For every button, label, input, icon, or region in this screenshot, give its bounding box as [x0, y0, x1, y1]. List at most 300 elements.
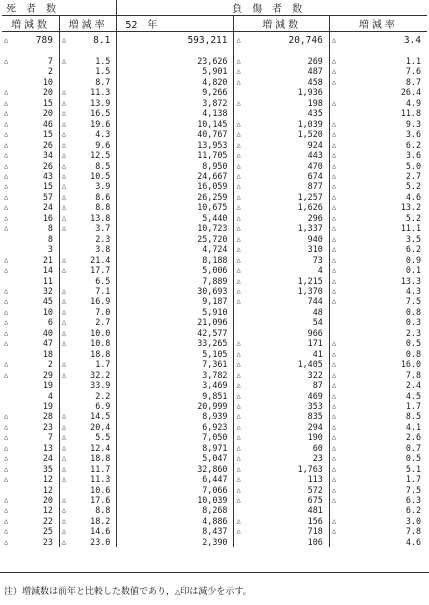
decrease-mark: △ [236, 475, 241, 484]
decrease-mark: △ [236, 234, 241, 243]
deaths-rate-cell: 19.6 [71, 119, 117, 129]
injured-group-title: 負傷者数 [232, 4, 313, 15]
decrease-mark: △ [236, 349, 241, 358]
deaths-rate-cell: 10.6 [71, 485, 117, 495]
decrease-mark [59, 276, 70, 286]
decrease-mark [59, 380, 70, 390]
decrease-mark: △ [331, 119, 337, 128]
deaths-change-cell: 23 [13, 422, 59, 432]
decrease-mark [59, 244, 70, 254]
decrease-mark: △ [331, 381, 337, 390]
decrease-mark: △ [331, 77, 337, 86]
table-row [2, 171, 427, 181]
decrease-mark: △ [236, 412, 241, 421]
decrease-mark [59, 391, 70, 401]
deaths-rate-cell: 18.8 [71, 453, 117, 463]
injured-year-cell: 7,050 [117, 432, 234, 442]
deaths-change-cell: 28 [13, 411, 59, 421]
decrease-mark [2, 234, 13, 244]
table-row [2, 223, 427, 233]
injured-change-cell: 269 [245, 56, 329, 66]
decrease-mark: △ [4, 98, 9, 107]
decrease-mark: △ [331, 454, 337, 463]
injured-year-cell: 5,047 [117, 453, 234, 463]
deaths-change-cell: 15 [13, 98, 59, 108]
header-row-columns [2, 16, 427, 32]
decrease-mark: △ [236, 496, 241, 505]
injured-year-cell: 7,066 [117, 485, 234, 495]
deaths-change-cell: 8 [13, 223, 59, 233]
decrease-mark: △ [4, 286, 9, 295]
injured-change-cell: 54 [245, 317, 329, 327]
injured-year-cell: 10,145 [117, 119, 234, 129]
injured-change-cell: 1,763 [245, 464, 329, 474]
decrease-mark: △ [236, 224, 241, 233]
deaths-group-title: 死者数 [2, 0, 117, 16]
injured-rate-cell: 6.3 [405, 495, 421, 506]
deaths-change-cell: 10 [13, 77, 59, 87]
deaths-rate-cell: 11.3 [71, 87, 117, 97]
injured-rate-cell: 8.5 [405, 411, 421, 422]
decrease-mark: △ [4, 171, 9, 180]
decrease-mark: △ [61, 328, 67, 337]
decrease-mark: △ [61, 527, 67, 536]
decrease-mark: △ [61, 297, 67, 306]
decrease-mark: △ [331, 496, 337, 505]
decrease-mark [59, 401, 70, 411]
deaths-change-cell: 25 [13, 526, 59, 536]
header-row-group [2, 0, 427, 16]
decrease-mark: △ [61, 360, 67, 369]
injured-rate-cell: 0.7 [405, 442, 421, 453]
decrease-mark: △ [4, 464, 9, 473]
injured-year-cell: 30,693 [117, 286, 234, 296]
deaths-change-cell: 12 [13, 485, 59, 495]
decrease-mark: △ [4, 255, 9, 264]
decrease-mark [234, 108, 245, 118]
injured-change-cell: 674 [245, 171, 329, 181]
decrease-mark: △ [236, 276, 241, 285]
decrease-mark: △ [61, 537, 67, 546]
decrease-mark: △ [4, 360, 9, 369]
decrease-mark: △ [236, 516, 241, 525]
deaths-rate-cell: 7.1 [71, 286, 117, 296]
table-row [2, 56, 427, 66]
decrease-mark: △ [4, 475, 9, 484]
deaths-rate-cell: 17.6 [71, 495, 117, 505]
injured-change-cell: 310 [245, 244, 329, 254]
decrease-mark: △ [236, 464, 241, 473]
injured-change-cell: 296 [245, 213, 329, 223]
decrease-mark: △ [4, 266, 9, 275]
decrease-mark: △ [61, 266, 67, 275]
decrease-mark: △ [4, 213, 9, 222]
decrease-mark: △ [331, 130, 337, 139]
deaths-rate-cell: 18.8 [71, 349, 117, 359]
deaths-change-cell: 45 [13, 296, 59, 306]
decrease-mark [59, 349, 70, 359]
decrease-mark: △ [331, 391, 337, 400]
decrease-mark: △ [331, 276, 337, 285]
deaths-rate-cell: 1.7 [71, 359, 117, 369]
decrease-mark: △ [61, 443, 67, 452]
injured-rate-cell: 3.5 [405, 233, 421, 244]
decrease-mark: △ [61, 307, 67, 316]
decrease-mark [59, 234, 70, 244]
total-deaths-rate: 8.1 [71, 32, 117, 49]
col-injured-change: 増減数 [234, 16, 329, 32]
table-row [2, 129, 427, 139]
decrease-mark: △ [331, 516, 337, 525]
injured-rate-cell: 3.0 [405, 515, 421, 526]
deaths-change-cell: 26 [13, 140, 59, 150]
injured-rate-cell: 4.9 [405, 97, 421, 108]
injured-rate-cell: 9.3 [405, 118, 421, 129]
injured-year-cell: 24,667 [117, 171, 234, 181]
deaths-change-cell: 34 [13, 150, 59, 160]
injured-rate-cell: 7.8 [405, 369, 421, 380]
table-row [2, 255, 427, 265]
injured-year-cell: 9,187 [117, 296, 234, 306]
injured-year-cell: 4,724 [117, 244, 234, 254]
injured-year-cell: 26,259 [117, 192, 234, 202]
table-row [2, 234, 427, 244]
injured-rate-cell: 4.1 [405, 421, 421, 432]
injured-rate-cell: 5.2 [405, 181, 421, 192]
deaths-change-cell: 15 [13, 181, 59, 191]
injured-year-cell: 10,723 [117, 223, 234, 233]
decrease-mark: △ [236, 443, 241, 452]
decrease-mark: △ [4, 328, 9, 337]
deaths-change-cell: 23 [13, 537, 59, 547]
decrease-mark: △ [331, 475, 337, 484]
deaths-rate-cell: 10.8 [71, 338, 117, 348]
decrease-mark: △ [61, 140, 67, 149]
injured-rate-cell: 1.1 [405, 56, 421, 66]
injured-year-cell: 2,390 [117, 537, 234, 547]
table-body [2, 32, 427, 548]
deaths-rate-cell: 14.5 [71, 411, 117, 421]
table-row [2, 328, 427, 338]
deaths-rate-cell: 10.0 [71, 328, 117, 338]
injured-year-cell: 8,950 [117, 161, 234, 171]
decrease-mark [2, 391, 13, 401]
injured-rate-cell: 0.3 [405, 317, 421, 328]
injured-change-cell: 443 [245, 150, 329, 160]
decrease-mark [234, 328, 245, 338]
injured-change-cell: 469 [245, 391, 329, 401]
injured-year-cell: 5,910 [117, 307, 234, 317]
table-row [2, 495, 427, 505]
deaths-rate-cell: 11.7 [71, 464, 117, 474]
injured-rate-cell: 7.6 [405, 66, 421, 77]
decrease-mark: △ [331, 57, 337, 65]
deaths-change-cell: 6 [13, 317, 59, 327]
footnote-prefix: 注）増減数は前年と比較した数値であり， [4, 587, 176, 597]
footnote [0, 572, 429, 597]
decrease-mark: △ [331, 182, 337, 191]
table-row [2, 380, 427, 390]
decrease-mark: △ [61, 475, 67, 484]
decrease-mark: △ [61, 171, 67, 180]
injured-rate-cell: 11.1 [400, 223, 421, 234]
deaths-change-cell: 11 [13, 276, 59, 286]
injured-rate-cell: 4.3 [405, 285, 421, 296]
decrease-mark: △ [331, 464, 337, 473]
decrease-mark: △ [61, 57, 67, 65]
deaths-change-cell: 8 [13, 234, 59, 244]
injured-rate-cell: 3.6 [405, 150, 421, 161]
table-row [2, 150, 427, 160]
table-row [2, 244, 427, 254]
injured-year-cell: 32,860 [117, 464, 234, 474]
deaths-change-cell: 20 [13, 108, 59, 118]
decrease-mark: △ [331, 370, 337, 379]
decrease-mark: △ [236, 192, 241, 201]
table-row [2, 401, 427, 411]
injured-change-cell: 190 [245, 432, 329, 442]
injured-change-cell: 458 [245, 77, 329, 87]
deaths-rate-cell: 8.8 [71, 202, 117, 212]
injured-year-cell: 16,059 [117, 181, 234, 191]
decrease-mark: △ [61, 36, 67, 44]
injured-change-cell: 41 [245, 349, 329, 359]
injured-rate-cell: 3.6 [405, 129, 421, 140]
deaths-rate-cell: 20.4 [71, 422, 117, 432]
deaths-rate-cell: 3.7 [71, 223, 117, 233]
decrease-mark: △ [61, 109, 67, 118]
deaths-rate-cell: 6.9 [71, 401, 117, 411]
table-row [2, 505, 427, 515]
injured-year-cell: 7,361 [117, 359, 234, 369]
decrease-mark: △ [236, 245, 241, 254]
injured-change-cell: 572 [245, 485, 329, 495]
injured-year-cell: 4,886 [117, 516, 234, 526]
decrease-mark [59, 77, 70, 87]
decrease-mark: △ [4, 203, 9, 212]
injured-change-cell: 940 [245, 234, 329, 244]
injured-change-cell: 156 [245, 516, 329, 526]
decrease-mark: △ [61, 433, 67, 442]
table-row [2, 391, 427, 401]
deaths-change-cell: 32 [13, 286, 59, 296]
decrease-mark [59, 485, 70, 495]
injured-year-cell: 3,782 [117, 370, 234, 380]
deaths-change-cell: 12 [13, 474, 59, 484]
deaths-rate-cell: 6.5 [71, 276, 117, 286]
decrease-mark: △ [4, 151, 9, 160]
deaths-rate-cell: 9.6 [71, 140, 117, 150]
deaths-change-cell: 4 [13, 391, 59, 401]
deaths-change-cell: 19 [13, 380, 59, 390]
decrease-mark: △ [236, 422, 241, 431]
decrease-mark: △ [4, 422, 9, 431]
decrease-mark: △ [236, 297, 241, 306]
decrease-mark: △ [331, 151, 337, 160]
total-injured-change: 20,746 [245, 32, 329, 49]
decrease-mark: △ [4, 318, 9, 327]
injured-rate-cell: 2.6 [405, 432, 421, 443]
injured-year-cell: 40,767 [117, 129, 234, 139]
decrease-mark: △ [331, 339, 337, 348]
injured-year-cell: 9,266 [117, 87, 234, 97]
decrease-mark: △ [331, 98, 337, 107]
decrease-mark: △ [61, 255, 67, 264]
deaths-rate-cell: 13.9 [71, 98, 117, 108]
decrease-mark: △ [61, 286, 67, 295]
decrease-mark: △ [236, 454, 241, 463]
decrease-mark: △ [331, 443, 337, 452]
traffic-casualty-table [2, 0, 427, 547]
injured-year-cell: 25,720 [117, 234, 234, 244]
injured-rate-cell: 0.9 [405, 254, 421, 265]
injured-change-cell: 171 [245, 338, 329, 348]
decrease-mark: △ [61, 119, 67, 128]
deaths-rate-cell: 32.2 [71, 370, 117, 380]
injured-change-cell: 1,257 [245, 192, 329, 202]
col-deaths-change: 増減数 [2, 16, 59, 32]
decrease-mark: △ [331, 245, 337, 254]
decrease-mark: △ [236, 381, 241, 390]
deaths-change-cell: 21 [13, 255, 59, 265]
table-row [2, 119, 427, 129]
decrease-mark: △ [4, 454, 9, 463]
decrease-mark: △ [236, 360, 241, 369]
injured-change-cell: 481 [245, 505, 329, 515]
injured-year-cell: 4,138 [117, 108, 234, 118]
injured-change-cell: 435 [245, 108, 329, 118]
table-row [2, 474, 427, 484]
deaths-change-cell: 18 [13, 349, 59, 359]
injured-change-cell: 924 [245, 140, 329, 150]
deaths-change-cell: 13 [13, 443, 59, 453]
total-injured-rate: 3.4 [403, 34, 421, 46]
injured-change-cell: 966 [245, 328, 329, 338]
table-row [2, 453, 427, 463]
injured-year-cell: 5,901 [117, 66, 234, 76]
decrease-mark: △ [61, 454, 67, 463]
deaths-rate-cell: 16.9 [71, 296, 117, 306]
decrease-mark [234, 317, 245, 327]
injured-change-cell: 23 [245, 453, 329, 463]
decrease-mark: △ [331, 161, 337, 170]
injured-rate-cell: 5.1 [405, 463, 421, 474]
deaths-change-cell: 47 [13, 338, 59, 348]
decrease-mark: △ [331, 527, 337, 536]
injured-year-cell: 21,096 [117, 317, 234, 327]
decrease-mark [2, 380, 13, 390]
decrease-mark: △ [4, 192, 9, 201]
injured-rate-cell: 0.1 [405, 265, 421, 276]
injured-rate-cell: 0.8 [405, 348, 421, 359]
injured-change-cell: 1,370 [245, 286, 329, 296]
decrease-mark: △ [331, 412, 337, 421]
injured-year-cell: 8,437 [117, 526, 234, 536]
deaths-rate-cell: 33.9 [71, 380, 117, 390]
injured-change-cell: 1,215 [245, 276, 329, 286]
decrease-mark [329, 307, 340, 317]
table-row [2, 108, 427, 118]
deaths-rate-cell: 2.2 [71, 391, 117, 401]
decrease-mark [329, 505, 340, 515]
decrease-mark: △ [236, 213, 241, 222]
decrease-mark [329, 537, 340, 547]
deaths-rate-cell: 11.3 [71, 474, 117, 484]
injured-rate-cell: 1.7 [405, 474, 421, 485]
deaths-rate-cell: 12.5 [71, 150, 117, 160]
decrease-mark [329, 108, 340, 118]
decrease-mark: △ [331, 485, 337, 494]
decrease-mark: △ [236, 171, 241, 180]
deaths-rate-cell: 8.6 [71, 192, 117, 202]
decrease-mark: △ [236, 98, 241, 107]
table-row [2, 307, 427, 317]
table-row [2, 537, 427, 547]
injured-change-cell: 73 [245, 255, 329, 265]
injured-rate-cell: 6.2 [405, 505, 421, 516]
decrease-mark: △ [331, 349, 337, 358]
table-row [2, 526, 427, 536]
injured-year-cell: 3,872 [117, 98, 234, 108]
decrease-mark: △ [236, 151, 241, 160]
deaths-rate-cell: 8.7 [71, 77, 117, 87]
table-row [2, 296, 427, 306]
decrease-mark: △ [4, 516, 9, 525]
decrease-mark: △ [4, 297, 9, 306]
decrease-mark: △ [4, 307, 9, 316]
decrease-mark: △ [236, 391, 241, 400]
spacer-row [2, 48, 427, 56]
injured-rate-cell: 0.5 [405, 338, 421, 349]
col-deaths-rate: 増減率 [59, 16, 116, 32]
decrease-mark: △ [61, 182, 67, 191]
injured-rate-cell: 6.2 [405, 139, 421, 150]
decrease-mark: △ [4, 182, 9, 191]
injured-change-cell: 487 [245, 66, 329, 76]
injured-change-cell: 113 [245, 474, 329, 484]
deaths-change-cell: 22 [13, 516, 59, 526]
deaths-rate-cell: 14.6 [71, 526, 117, 536]
decrease-mark: △ [236, 286, 241, 295]
injured-rate-cell: 13.3 [400, 275, 421, 286]
decrease-mark: △ [236, 67, 241, 76]
injured-rate-cell: 4.6 [405, 536, 421, 547]
table-row [2, 370, 427, 380]
decrease-mark: △ [236, 77, 241, 86]
deaths-change-cell: 40 [13, 328, 59, 338]
decrease-mark [2, 349, 13, 359]
decrease-mark: △ [61, 464, 67, 473]
table-row [2, 349, 427, 359]
decrease-mark: △ [331, 224, 337, 233]
deaths-change-cell: 3 [13, 244, 59, 254]
col-injured-year: 52 年 [117, 16, 234, 32]
decrease-mark: △ [236, 182, 241, 191]
decrease-mark: △ [331, 140, 337, 149]
decrease-mark: △ [331, 255, 337, 264]
table-row [2, 181, 427, 191]
injured-year-cell: 6,923 [117, 422, 234, 432]
deaths-rate-cell: 12.4 [71, 443, 117, 453]
decrease-mark: △ [4, 370, 9, 379]
deaths-change-cell: 46 [13, 119, 59, 129]
deaths-rate-cell: 2.7 [71, 317, 117, 327]
decrease-mark [329, 87, 340, 97]
table-row [2, 276, 427, 286]
decrease-mark [59, 66, 70, 76]
decrease-mark: △ [331, 297, 337, 306]
decrease-mark: △ [331, 360, 337, 369]
